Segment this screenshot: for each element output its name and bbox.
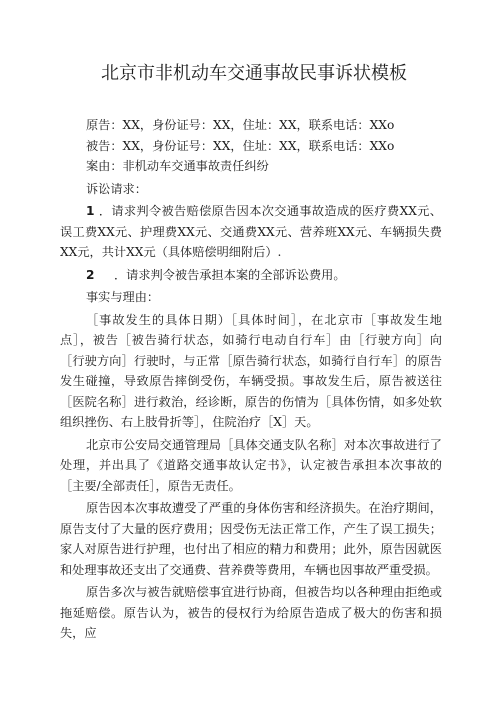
claim-text: ．请求判令被告承担本案的全部诉讼费用。 xyxy=(113,267,346,282)
facts-heading: 事实与理由： xyxy=(86,290,160,304)
claim-item-2 xyxy=(60,265,442,286)
facts-paragraph-2: 北京市公安局交通管理局［具体交通支队名称］对本次事故进行了处理，并出具了《道路交通事故认定书》，认定被告承担本次事故的［主要/全部责任］，原告无责任。 xyxy=(60,437,442,493)
plaintiff-info: 原告：XX，身份证号：XX，住址：XX，联系电话：XXo xyxy=(86,118,395,132)
claim-number: 2 xyxy=(86,267,95,282)
defendant-info: 被告：XX，身份证号：XX，住址：XX，联系电话：XXo xyxy=(86,138,395,153)
claim-text: ．请求判令被告赔偿原告因本次交通事故造成的医疗费XX元、误工费XX元、护理费XX元、交通费XX元、营养班XX元、车辆损失费XX元，共计XX元（具体赔偿明细附后）. xyxy=(60,204,442,259)
document-body xyxy=(60,115,442,644)
facts-paragraph-3: 原告因本次事故遭受了严重的身体伤害和经济损失。在治疗期间，原告支付了大量的医疗费用；因受伤无法正常工作，产生了误工损失；家人对原告进行护理，也付出了相应的精力和费用；此外，原告因就医和处理事故还支出了交通费、营养费等费用，车辆也因事故严重受损。 xyxy=(60,501,442,577)
claim-item-1 xyxy=(60,201,442,263)
document-title: 北京市非机动车交通事故民事诉状模板 xyxy=(101,63,407,84)
claims-heading: 诉讼请求： xyxy=(86,181,147,196)
claim-number: 1 xyxy=(86,204,95,218)
case-cause: 案由：非机动车交通事故责任纠纷 xyxy=(86,159,269,173)
facts-paragraph-1: ［事故发生的具体日期）［具体时间］，在北京市［事故发生地点］，被告［被告骑行状态，如骑行电动自行车］由［行驶方向］向［行驶方向］行驶时，与正常［原告骑行状态，如骑行自行车］的原告发生碰撞，导致原告摔倒受伤，车辆受损。事故发生后，原告被送往［医院名称］进行救治，经诊断，原告的伤情为［具体伤情，如多处软组织挫伤、右上肢骨折等］，住院治疗［X］天。 xyxy=(60,312,442,429)
facts-paragraph-4: 原告多次与被告就赔偿事宜进行协商，但被告均以各种理由拒绝或拖延赔偿。原告认为，被告的侵权行为给原告造成了极大的伤害和损失，应 xyxy=(60,585,442,640)
